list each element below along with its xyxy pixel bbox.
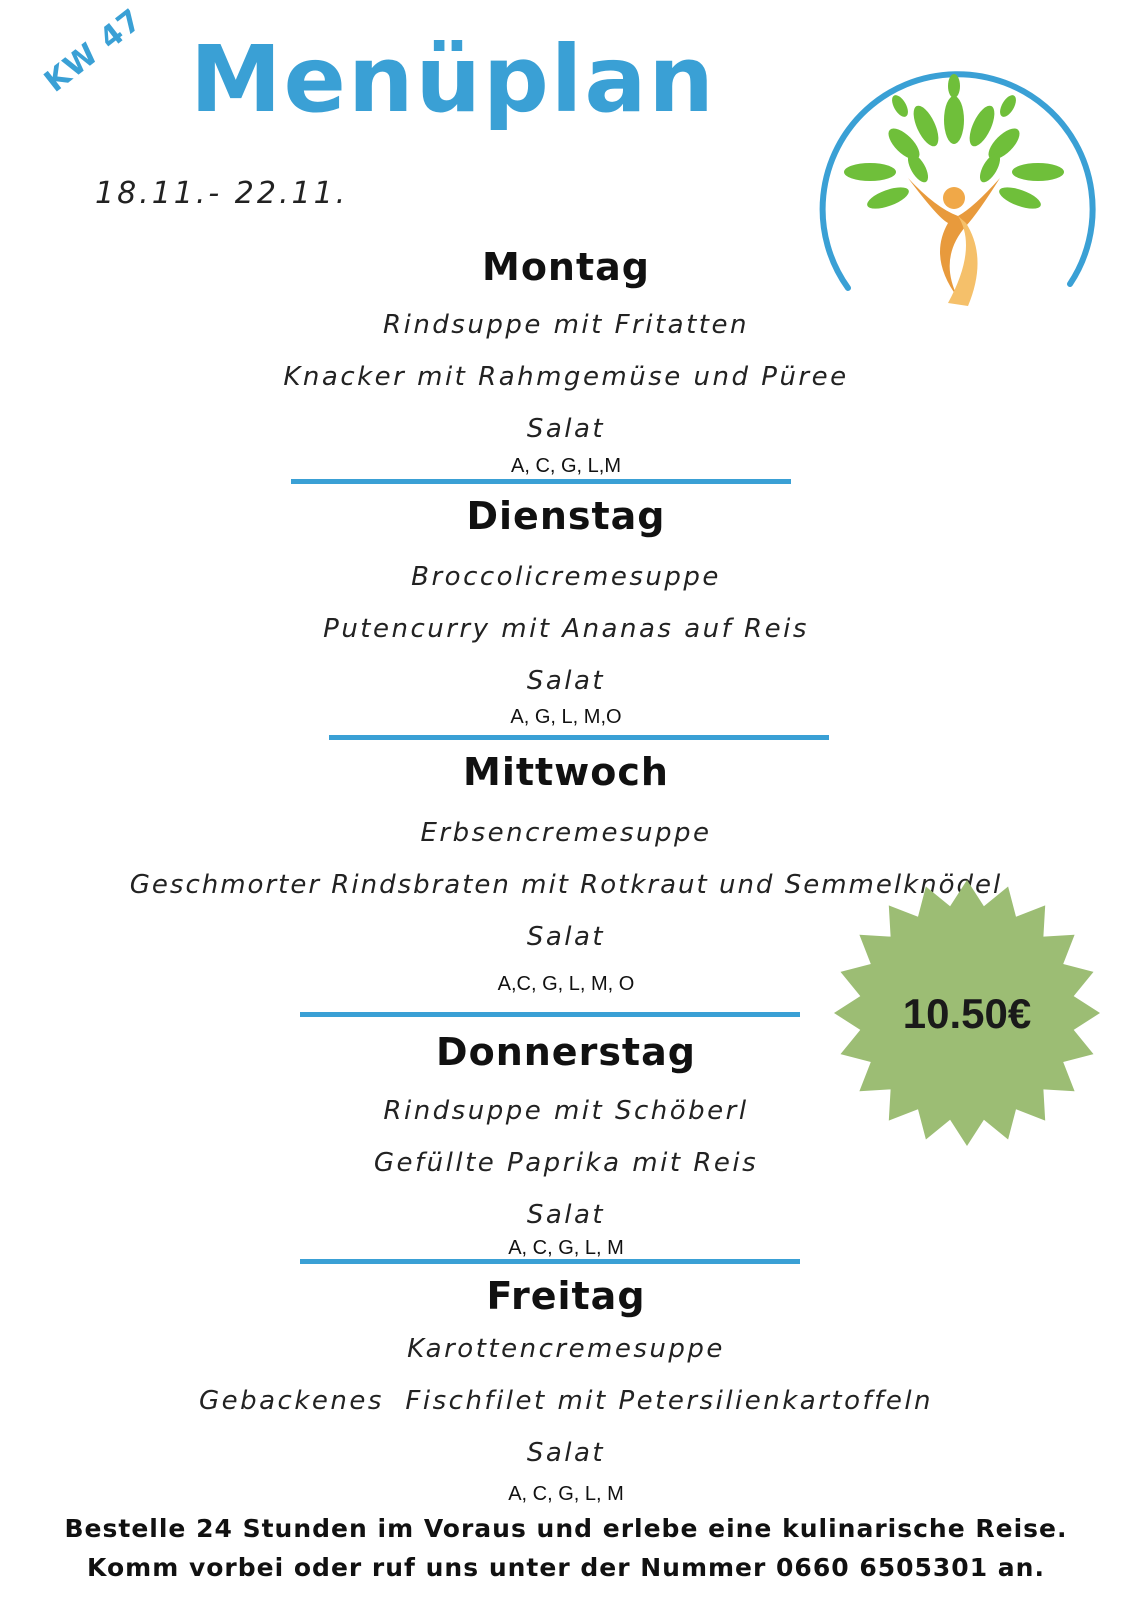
week-number: KW 47 [38, 2, 150, 100]
main-dish: Putencurry mit Ananas auf Reis [323, 614, 809, 644]
footer-contact-note: Komm vorbei oder ruf uns unter der Nummer 0660 6505301 an. [87, 1553, 1045, 1582]
section-divider [291, 479, 791, 484]
main-dish: Geschmorter Rindsbraten mit Rotkraut und Semmelknödel [129, 870, 1003, 900]
side-dish: Salat [526, 1438, 606, 1468]
soup-item: Broccolicremesuppe [411, 562, 721, 592]
soup-item: Erbsencremesuppe [420, 818, 712, 848]
price-label: 10.50€ [902, 990, 1032, 1037]
section-divider [329, 735, 829, 740]
footer-order-note: Bestelle 24 Stunden im Voraus und erlebe eine kulinarische Reise. [64, 1514, 1068, 1543]
allergen-codes: A, C, G, L, M [508, 1483, 624, 1505]
day-heading: Mittwoch [463, 750, 669, 794]
side-dish: Salat [526, 1200, 606, 1230]
main-dish: Knacker mit Rahmgemüse und Püree [283, 362, 849, 392]
day-heading: Freitag [486, 1274, 646, 1318]
soup-item: Karottencremesuppe [407, 1334, 725, 1364]
side-dish: Salat [526, 922, 606, 952]
allergen-codes: A, G, L, M,O [510, 706, 622, 728]
section-divider [300, 1012, 800, 1017]
soup-item: Rindsuppe mit Schöberl [383, 1096, 749, 1126]
page-title: Menüplan [190, 26, 716, 133]
side-dish: Salat [526, 666, 606, 696]
main-dish: Gebackenes Fischfilet mit Petersilienkartoffeln [198, 1386, 934, 1416]
section-divider [300, 1259, 800, 1264]
day-heading: Montag [482, 245, 650, 289]
day-heading: Dienstag [466, 494, 666, 538]
date-range: 18.11.- 22.11. [95, 176, 349, 211]
allergen-codes: A, C, G, L,M [510, 455, 622, 477]
soup-item: Rindsuppe mit Fritatten [383, 310, 749, 340]
day-heading: Donnerstag [436, 1030, 696, 1074]
allergen-codes: A,C, G, L, M, O [497, 973, 635, 995]
allergen-codes: A, C, G, L, M [508, 1237, 624, 1259]
side-dish: Salat [526, 414, 606, 444]
main-dish: Gefüllte Paprika mit Reis [373, 1148, 759, 1178]
